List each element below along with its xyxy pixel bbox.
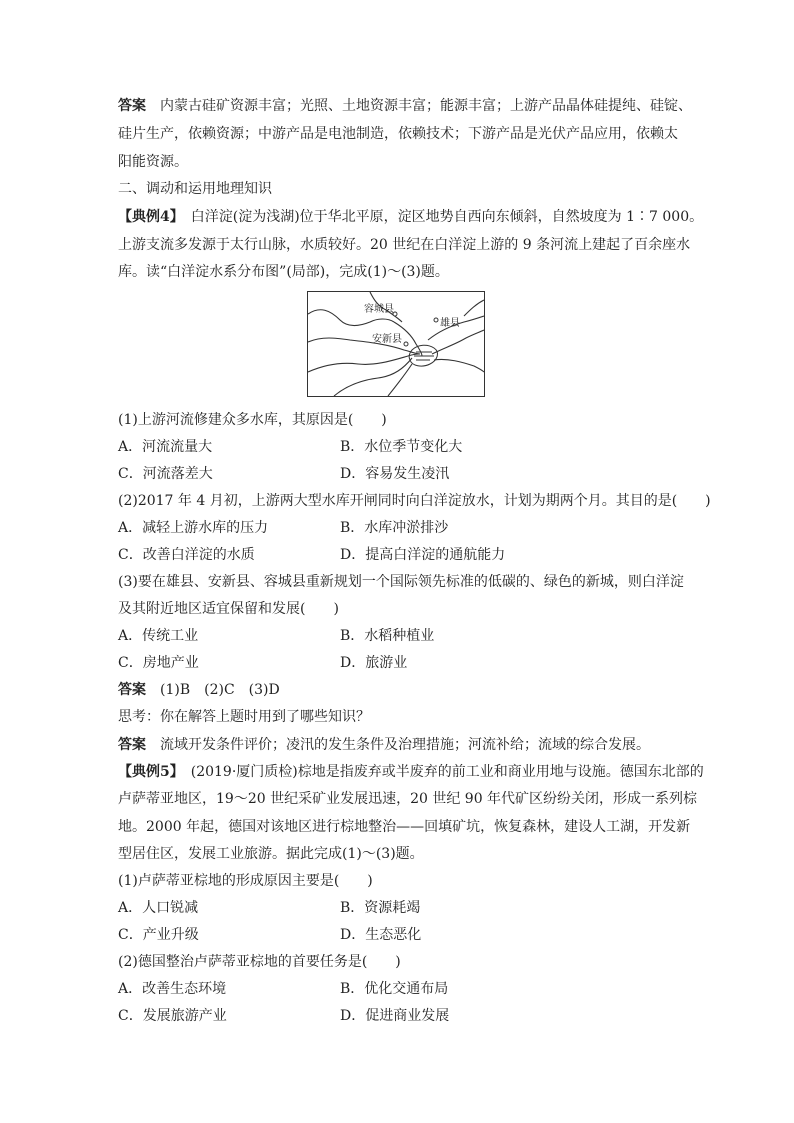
example4-answer bbox=[118, 680, 678, 700]
intro-answer-line1 bbox=[118, 96, 692, 116]
example4-q2-stem: (2)2017 年 4 月初，上游两大型水库开闸同时向白洋淀放水，计划为期两个月。其目的是( ) bbox=[118, 493, 711, 509]
baiyangdian-river-map bbox=[307, 291, 485, 397]
example5-line2: 卢萨蒂亚地区，19～20 世纪采矿业发展迅速，20 世纪 90 年代矿区纷纷关闭，形成一系列棕 bbox=[118, 791, 698, 807]
example5-line1 bbox=[118, 762, 704, 782]
example4-line2: 上游支流多发源于太行山脉，水质较好。20 世纪在白洋淀上游的 9 条河流上建起了百余座水 bbox=[118, 237, 691, 253]
example4-q3-option-c: C．房地产业 bbox=[118, 655, 199, 671]
example4-answer-text: (1)B (2)C (3)D bbox=[160, 682, 280, 698]
example5-q2-stem: (2)德国整治卢萨蒂亚棕地的首要任务是( ) bbox=[118, 954, 401, 970]
example4-q2-option-b: B．水库冲淤排沙 bbox=[340, 520, 449, 536]
example5-line4: 型居住区，发展工业旅游。据此完成(1)～(3)题。 bbox=[118, 846, 424, 862]
example4-tag: 【典例4】 bbox=[118, 209, 177, 225]
example4-q1-option-d: D．容易发生凌汛 bbox=[340, 466, 450, 482]
intro-answer-line3: 阳能资源。 bbox=[118, 154, 188, 170]
example4-q3-option-b: B．水稻种植业 bbox=[340, 628, 435, 644]
answer-label: 答案 bbox=[118, 98, 146, 114]
intro-answer-line2: 硅片生产，依赖资源；中游产品是电池制造，依赖技术；下游产品是光伏产品应用，依赖太 bbox=[118, 126, 678, 142]
answer-label: 答案 bbox=[118, 682, 146, 698]
example5-line3: 地。2000 年起，德国对该地区进行棕地整治——回填矿坑，恢复森林，建设人工湖，开发新 bbox=[118, 819, 691, 835]
example4-q3-option-d: D．旅游业 bbox=[340, 655, 408, 671]
example5-q1-option-a: A．人口锐减 bbox=[118, 900, 199, 916]
answer-label: 答案 bbox=[118, 737, 146, 753]
example4-q3-line2: 及其附近地区适宜保留和发展( ) bbox=[118, 601, 339, 617]
intro-answer-text1: 内蒙古硅矿资源丰富；光照、土地资源丰富；能源丰富；上游产品晶体硅提纯、硅锭、 bbox=[160, 98, 692, 114]
example5-q1-option-d: D．生态恶化 bbox=[340, 927, 422, 943]
example4-q1-option-b: B．水位季节变化大 bbox=[340, 439, 463, 455]
example5-q1-option-b: B．资源耗竭 bbox=[340, 900, 421, 916]
example5-q2-option-a: A．改善生态环境 bbox=[118, 981, 227, 997]
example4-think: 思考：你在解答上题时用到了哪些知识？ bbox=[118, 709, 370, 725]
example5-text1: (2019·厦门质检)棕地是指废弃或半废弃的前工业和商业用地与设施。德国东北部的 bbox=[190, 764, 704, 780]
example5-q1-option-c: C．产业升级 bbox=[118, 927, 199, 943]
example5-q2-option-c: C．发展旅游产业 bbox=[118, 1008, 227, 1024]
example4-think-answer bbox=[118, 735, 678, 755]
example4-text1: 白洋淀(淀为浅湖)位于华北平原，淀区地势自西向东倾斜，自然坡度为 1∶7 000。 bbox=[190, 209, 704, 225]
example4-q2-option-a: A．减轻上游水库的压力 bbox=[118, 520, 269, 536]
map-label-xiongxian: 雄县 bbox=[440, 318, 460, 329]
example4-q2-option-d: D．提高白洋淀的通航能力 bbox=[340, 547, 506, 563]
map-label-rongcheng: 容城县 bbox=[364, 304, 394, 315]
example4-line1 bbox=[118, 207, 704, 227]
example4-q1-option-a: A．河流流量大 bbox=[118, 439, 213, 455]
example4-q1-stem: (1)上游河流修建众多水库，其原因是( ) bbox=[118, 412, 387, 428]
example4-line3: 库。读“白洋淀水系分布图”(局部)，完成(1)～(3)题。 bbox=[118, 264, 449, 280]
section-title: 二、调动和运用地理知识 bbox=[118, 181, 272, 197]
example5-tag: 【典例5】 bbox=[118, 764, 177, 780]
example5-q1-stem: (1)卢萨蒂亚棕地的形成原因主要是( ) bbox=[118, 873, 373, 889]
example4-q1-option-c: C．河流落差大 bbox=[118, 466, 213, 482]
example4-q2-option-c: C．改善白洋淀的水质 bbox=[118, 547, 255, 563]
example5-q2-option-d: D．促进商业发展 bbox=[340, 1008, 450, 1024]
example5-q2-option-b: B．优化交通布局 bbox=[340, 981, 449, 997]
example4-q3-line1: (3)要在雄县、安新县、容城县重新规划一个国际领先标准的低碳的、绿色的新城，则白洋淀 bbox=[118, 574, 684, 590]
map-label-anxin: 安新县 bbox=[372, 334, 402, 345]
example4-q3-option-a: A．传统工业 bbox=[118, 628, 199, 644]
example4-think-answer-text: 流域开发条件评价；凌汛的发生条件及治理措施；河流补给；流域的综合发展。 bbox=[160, 737, 650, 753]
